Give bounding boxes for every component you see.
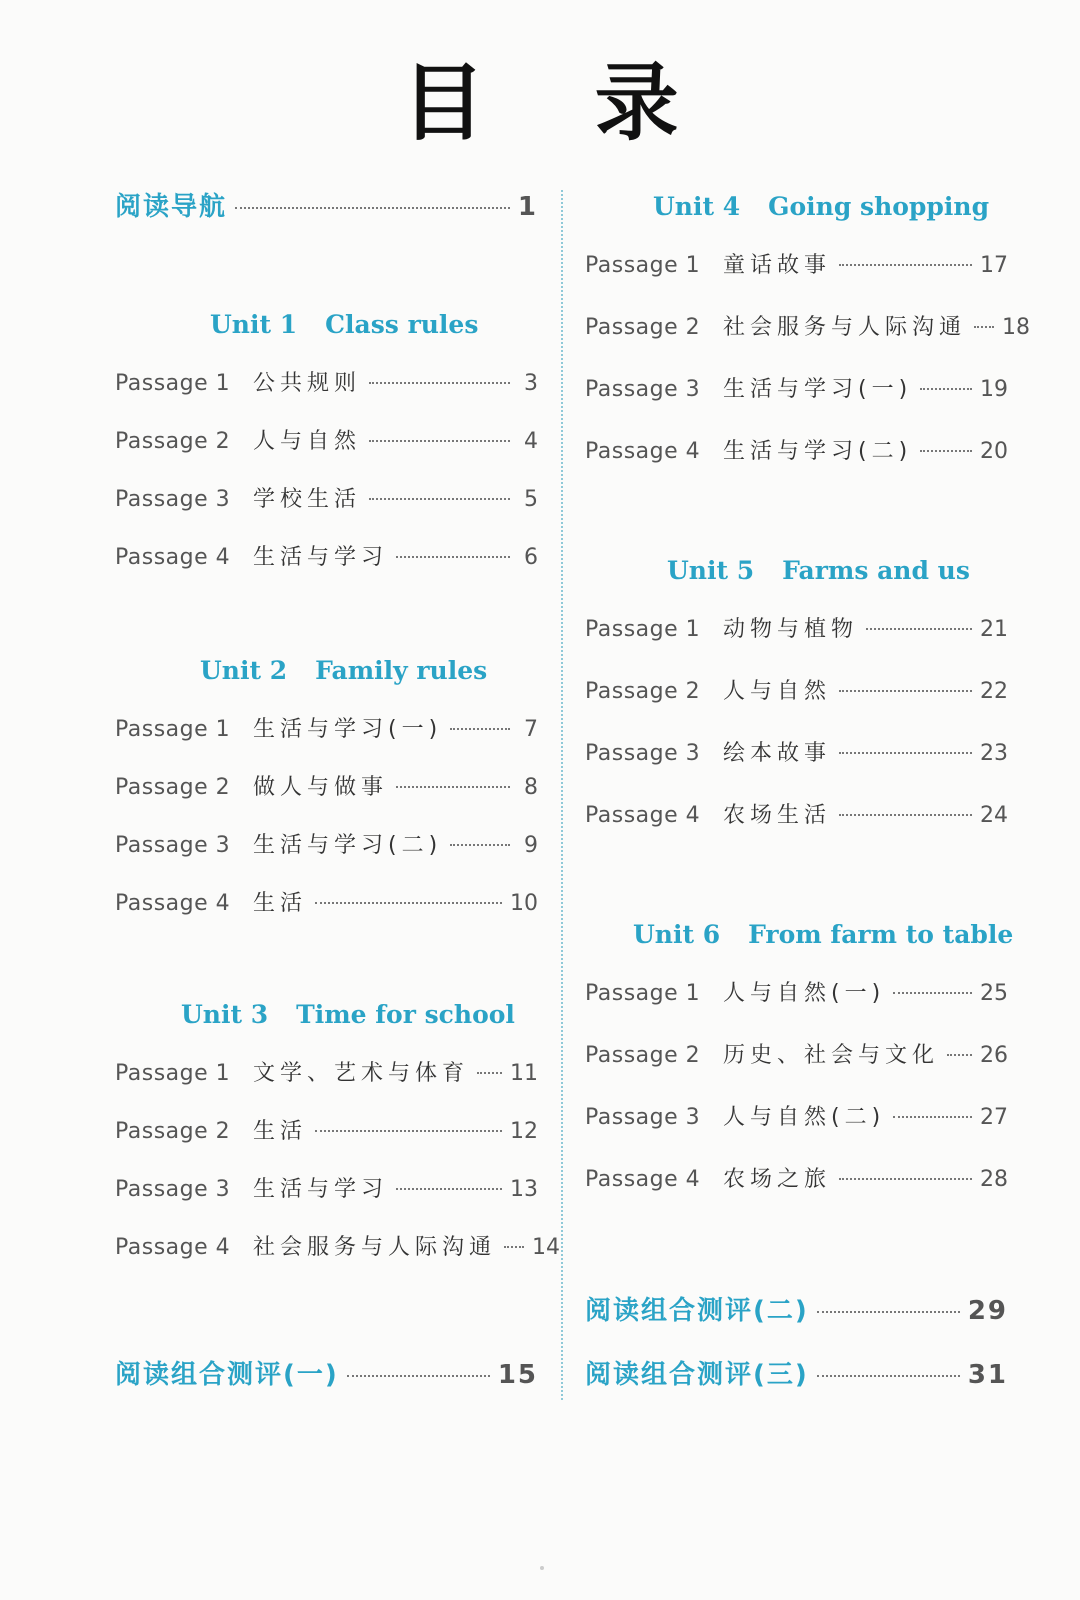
toc-entry[interactable] [585,674,1008,736]
page-number: 19 [980,377,1008,402]
passage-title: 生活 [253,891,308,916]
unit-heading [585,556,1008,596]
dot-leader [315,902,502,904]
page-number: 4 [524,429,538,454]
unit-name: From farm to table [748,920,1014,949]
unit-name: Farms and us [782,556,970,585]
page-number: 6 [524,545,538,570]
unit-number: Unit 5 [667,556,755,585]
passage-label: Passage 4 [115,891,231,916]
toc-entry[interactable] [585,736,1008,798]
passage-label: Passage 1 [115,1061,231,1086]
passage-title: 公共规则 [253,371,362,396]
page-number: 28 [980,1167,1008,1192]
page-number: 26 [980,1043,1008,1068]
passage-label: Passage 2 [115,429,231,454]
toc-entry[interactable] [585,248,1008,310]
toc-left-bottom [115,1354,538,1412]
passage-label: Passage 3 [115,1177,231,1202]
unit-5-section [585,556,1008,860]
toc-entry[interactable] [115,424,538,482]
passage-title: 社会服务与人际沟通 [723,315,967,340]
passage-label: Passage 2 [115,775,231,800]
unit-name: Time for school [296,1000,515,1029]
passage-label: Passage 2 [585,679,701,704]
toc-entry-assessment-3[interactable] [585,1354,1008,1418]
passage-label: Passage 3 [585,741,701,766]
dot-leader [369,382,510,384]
page-number: 23 [980,741,1008,766]
passage-label: Passage 1 [115,717,231,742]
toc-entry[interactable] [115,540,538,598]
page-number: 29 [967,1296,1008,1326]
toc-entry[interactable] [115,770,538,828]
page-mark [540,1566,544,1570]
toc-entry-assessment-1[interactable] [115,1354,538,1412]
dot-leader [974,326,994,328]
unit-number: Unit 6 [633,920,721,949]
passage-title: 社会服务与人际沟通 [253,1235,497,1260]
unit-name: Family rules [315,656,488,685]
unit-1-section [115,310,538,598]
passage-title: 童话故事 [723,253,832,278]
unit-number: Unit 1 [210,310,298,339]
dot-leader [369,498,510,500]
dot-leader [839,1178,972,1180]
unit-3-section [115,1000,561,1288]
page-number: 12 [510,1119,538,1144]
unit-name: Class rules [325,310,479,339]
toc-right-bottom [585,1290,1008,1418]
toc-entry[interactable] [115,366,538,424]
dot-leader [817,1311,960,1313]
page-number: 5 [524,487,538,512]
page-number: 20 [980,439,1008,464]
page-number: 10 [510,891,538,916]
passage-title: 生活与学习(一) [723,377,913,402]
toc-entry[interactable] [585,612,1008,674]
toc-entry[interactable] [115,828,538,886]
page-number: 3 [524,371,538,396]
toc-entry[interactable] [115,1056,538,1114]
toc-entry[interactable] [585,434,1008,496]
dot-leader [893,1116,972,1118]
toc-entry[interactable] [115,482,538,540]
entry-title: 阅读组合测评(一) [115,1360,339,1390]
passage-title: 农场生活 [723,803,832,828]
passage-label: Passage 2 [585,1043,701,1068]
dot-leader [396,786,510,788]
passage-title: 生活 [253,1119,308,1144]
page-number: 15 [497,1360,538,1390]
column-divider [561,190,563,1400]
toc-entry[interactable] [115,1172,538,1230]
passage-title: 绘本故事 [723,741,832,766]
unit-heading [115,310,538,350]
passage-label: Passage 4 [585,439,701,464]
passage-label: Passage 2 [585,315,701,340]
dot-leader [235,207,510,209]
dot-leader [450,844,510,846]
passage-label: Passage 2 [115,1119,231,1144]
entry-title: 阅读导航 [115,192,228,222]
passage-title: 生活与学习 [253,1177,389,1202]
toc-entry[interactable] [585,976,1008,1038]
toc-entry[interactable] [585,1038,1008,1100]
unit-heading [115,656,538,696]
dot-leader [396,556,510,558]
page-number: 18 [1002,315,1031,340]
passage-title: 人与自然 [723,679,832,704]
page-title: 目 录 [401,54,719,152]
unit-heading [585,920,1014,960]
passage-title: 人与自然(一) [723,981,886,1006]
passage-title: 生活与学习(二) [253,833,443,858]
passage-label: Passage 3 [115,487,231,512]
dot-leader [839,690,972,692]
toc-entry[interactable] [585,310,1031,372]
dot-leader [369,440,510,442]
passage-label: Passage 1 [585,253,701,278]
passage-label: Passage 4 [115,545,231,570]
dot-leader [450,728,510,730]
page-number: 22 [980,679,1008,704]
dot-leader [839,814,972,816]
dot-leader [396,1188,502,1190]
page-number: 1 [517,192,538,222]
passage-label: Passage 4 [585,803,701,828]
toc-entry[interactable] [585,372,1008,434]
passage-title: 生活与学习(一) [253,717,443,742]
unit-number: Unit 2 [200,656,288,685]
toc-entry-assessment-2[interactable] [585,1290,1008,1354]
unit-name: Going shopping [768,192,990,221]
toc-entry[interactable] [585,1162,1008,1224]
passage-label: Passage 3 [585,377,701,402]
passage-label: Passage 4 [115,1235,231,1260]
dot-leader [347,1375,490,1377]
unit-number: Unit 3 [181,1000,269,1029]
passage-label: Passage 3 [585,1105,701,1130]
passage-title: 生活与学习 [253,545,389,570]
toc-entry[interactable] [115,712,538,770]
dot-leader [817,1375,960,1377]
page-number: 7 [524,717,538,742]
dot-leader [920,450,972,452]
passage-title: 动物与植物 [723,617,859,642]
unit-6-section [585,920,1014,1224]
page-number: 24 [980,803,1008,828]
passage-title: 人与自然 [253,429,362,454]
page-number: 9 [524,833,538,858]
entry-title: 阅读组合测评(二) [585,1296,809,1326]
dot-leader [477,1072,502,1074]
passage-label: Passage 1 [585,981,701,1006]
passage-label: Passage 1 [585,617,701,642]
dot-leader [947,1054,972,1056]
page-number: 11 [510,1061,538,1086]
passage-title: 学校生活 [253,487,362,512]
entry-title: 阅读组合测评(三) [585,1360,809,1390]
unit-heading [585,192,1008,232]
dot-leader [315,1130,502,1132]
passage-title: 做人与做事 [253,775,389,800]
passage-title: 农场之旅 [723,1167,832,1192]
page-number: 25 [980,981,1008,1006]
page-number: 27 [980,1105,1008,1130]
dot-leader [920,388,972,390]
toc-entry-reading-guide[interactable] [115,186,538,244]
unit-number: Unit 4 [653,192,741,221]
passage-title: 历史、社会与文化 [723,1043,940,1068]
dot-leader [893,992,972,994]
page-number: 31 [967,1360,1008,1390]
page-number: 13 [510,1177,538,1202]
dot-leader [504,1246,524,1248]
unit-2-section [115,656,538,944]
passage-title: 生活与学习(二) [723,439,913,464]
unit-4-section [585,192,1031,496]
toc-entry[interactable] [115,1230,561,1288]
dot-leader [866,628,972,630]
toc-entry[interactable] [585,1100,1008,1162]
page-number: 21 [980,617,1008,642]
passage-label: Passage 3 [115,833,231,858]
unit-heading [115,1000,538,1040]
passage-label: Passage 1 [115,371,231,396]
page-number: 17 [980,253,1008,278]
page-number: 14 [532,1235,561,1260]
toc-entry[interactable] [585,798,1008,860]
toc-entry[interactable] [115,1114,538,1172]
passage-title: 人与自然(二) [723,1105,886,1130]
dot-leader [839,264,972,266]
toc-entry[interactable] [115,886,538,944]
page-number: 8 [524,775,538,800]
passage-label: Passage 4 [585,1167,701,1192]
dot-leader [839,752,972,754]
toc-left-column [115,186,538,244]
passage-title: 文学、艺术与体育 [253,1061,470,1086]
